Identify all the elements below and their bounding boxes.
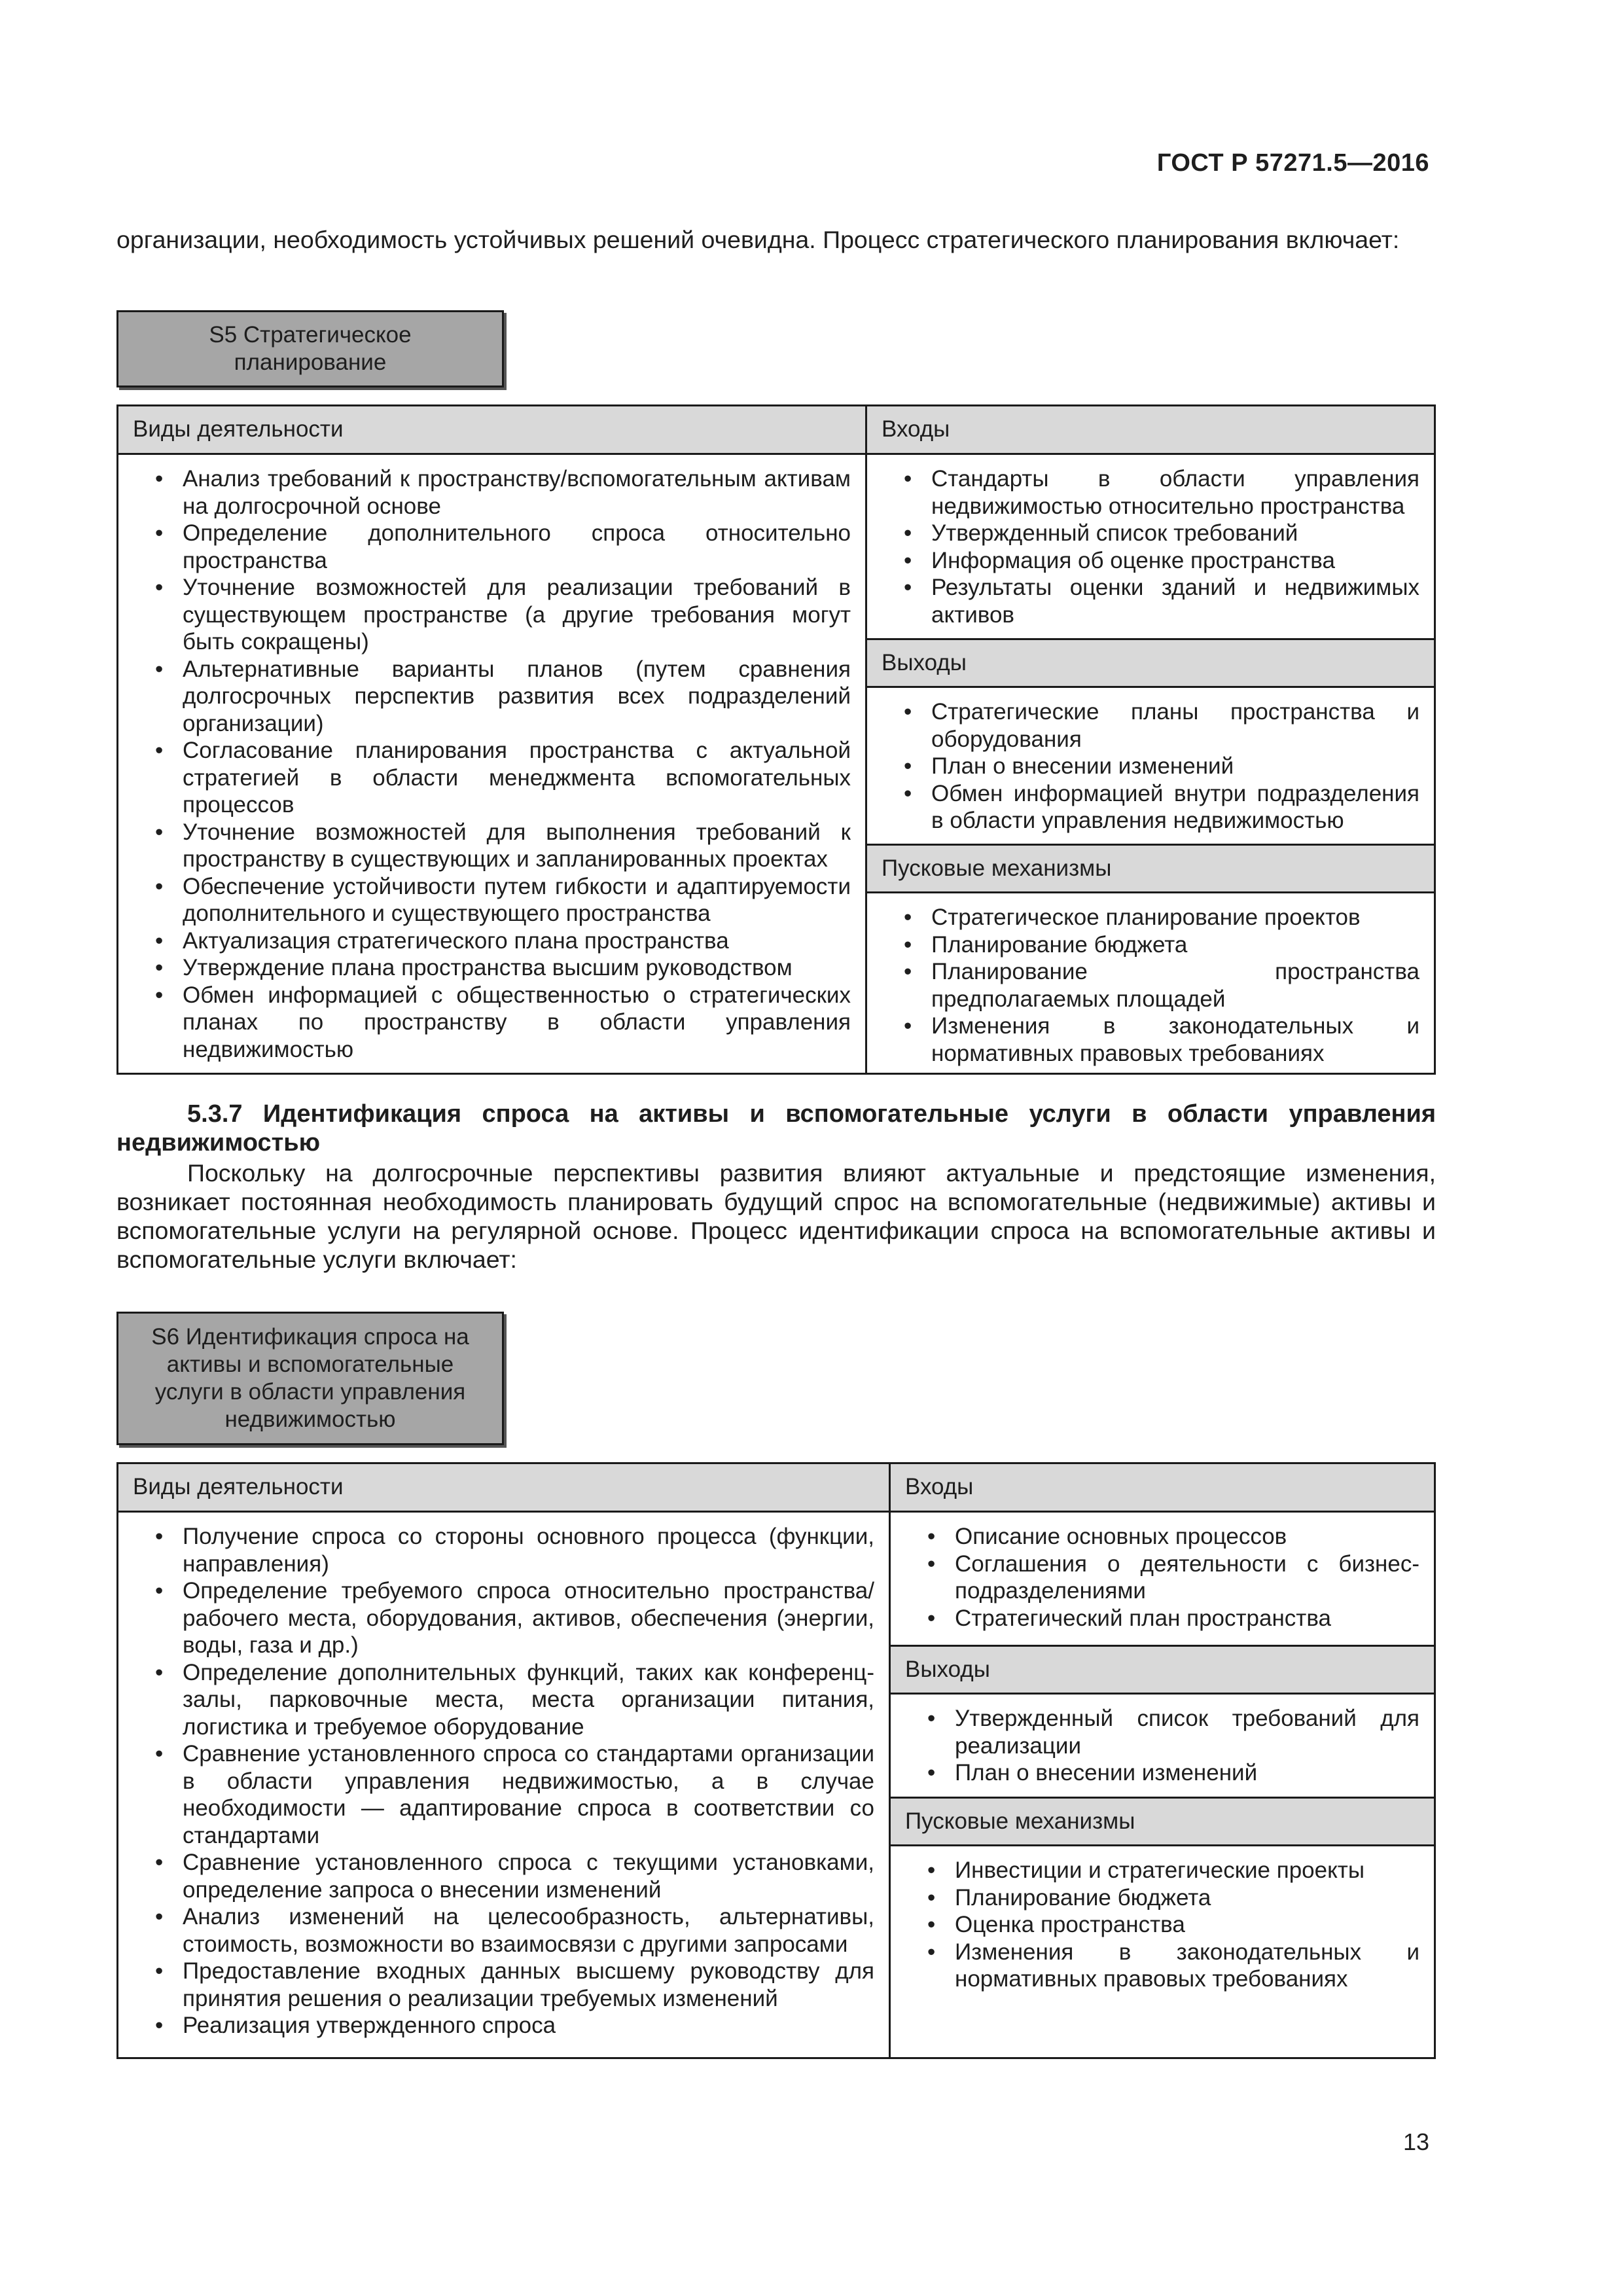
activities-column	[118, 1464, 891, 2057]
bullet-icon: •	[927, 1605, 936, 1631]
list-item	[867, 780, 1434, 834]
list-item	[867, 698, 1434, 753]
list-item	[867, 931, 1434, 959]
bullet-icon: •	[904, 520, 912, 546]
bullet-icon: •	[927, 1884, 936, 1910]
bullet-icon: •	[155, 1524, 164, 1549]
list-item	[891, 1523, 1434, 1551]
list-item	[118, 465, 865, 520]
bullet-icon: •	[904, 575, 912, 600]
outputs-header: Выходы	[867, 638, 1434, 688]
page-number: 13	[1402, 2128, 1429, 2155]
inputs-list	[867, 465, 1434, 628]
process-table-s5	[116, 404, 1436, 1075]
list-item-text: Результаты оценки зданий и недвижимых активов	[931, 575, 1419, 628]
inputs-list	[891, 1523, 1434, 1632]
list-item-text: Анализ требований к пространству/вспомогательным активам на долгосрочной основе	[183, 466, 851, 519]
bullet-icon: •	[904, 466, 912, 492]
bullet-icon: •	[155, 1904, 164, 1929]
bullet-icon: •	[904, 931, 912, 958]
list-item	[118, 927, 865, 955]
list-item	[118, 1958, 889, 2012]
list-item	[867, 465, 1434, 520]
list-item-text: Изменения в законодательных и нормативных правовых требованиях	[931, 1013, 1419, 1066]
list-item-text: Сравнение установленного спроса с текущими установками, определение запроса о внесении изменений	[183, 1850, 874, 1903]
list-item-text: Стратегические планы пространства и оборудования	[931, 699, 1419, 752]
bullet-icon: •	[155, 1741, 164, 1767]
process-label-s6: S6 Идентификация спроса на активы и вспомогательные услуги в области управления недвижимостью	[116, 1312, 504, 1445]
list-item	[891, 1939, 1434, 1993]
list-item	[891, 1857, 1434, 1884]
bullet-icon: •	[904, 1013, 912, 1039]
list-item	[118, 1740, 889, 1849]
list-item-text: Согласование планирования пространства с актуальной стратегией в области менеджмента вспомогательных процессов	[183, 738, 851, 817]
activities-list	[118, 1523, 889, 2039]
list-item-text: Актуализация стратегического плана пространства	[183, 927, 729, 954]
list-item-text: Утвержденный список требований для реализации	[955, 1706, 1419, 1759]
list-item	[867, 1013, 1434, 1067]
activities-list	[118, 465, 865, 1063]
list-item	[118, 574, 865, 656]
list-item-text: Реализация утвержденного спроса	[183, 2013, 556, 2038]
triggers-list	[867, 904, 1434, 1067]
bullet-icon: •	[155, 873, 164, 899]
list-item	[118, 737, 865, 819]
bullet-icon: •	[927, 1857, 936, 1883]
bullet-icon: •	[155, 2013, 164, 2038]
list-item	[867, 520, 1434, 547]
list-item	[118, 1659, 889, 1741]
list-item	[118, 982, 865, 1064]
list-item	[118, 1903, 889, 1958]
list-item	[891, 1759, 1434, 1787]
activities-column	[118, 406, 867, 1073]
list-item-text: Планирование бюджета	[955, 1884, 1211, 1910]
list-item-text: Утверждение плана пространства высшим руководством	[183, 955, 793, 980]
list-item	[891, 1551, 1434, 1605]
bullet-icon: •	[927, 1760, 936, 1785]
list-item	[118, 1523, 889, 1577]
outputs-list	[891, 1705, 1434, 1787]
list-item	[891, 1884, 1434, 1912]
process-label-s5: S5 Стратегическое планирование	[116, 310, 504, 387]
list-item-text: Сравнение установленного спроса со стандартами организации в области управления недвижимостью, а в случае необходимости — адаптирование спроса в соответствии со стандартами	[183, 1741, 874, 1848]
list-item-text: План о внесении изменений	[955, 1760, 1258, 1785]
list-item-text: План о внесении изменений	[931, 753, 1234, 779]
list-item-text: Утвержденный список требований	[931, 520, 1298, 546]
outputs-list	[867, 698, 1434, 834]
list-item-text: Анализ изменений на целесообразность, альтернативы, стоимость, возможности во взаимосвязи с другими запросами	[183, 1904, 874, 1957]
inputs-header: Входы	[867, 406, 1434, 455]
outputs-header: Выходы	[891, 1645, 1434, 1695]
list-item-text: Изменения в законодательных и нормативных правовых требованиях	[955, 1939, 1419, 1992]
section-heading: 5.3.7 Идентификация спроса на активы и вспомогательные услуги в области управления недвижимостью	[116, 1100, 1436, 1157]
bullet-icon: •	[155, 1578, 164, 1604]
bullet-icon: •	[155, 1850, 164, 1875]
bullet-icon: •	[155, 955, 164, 980]
list-item-text: Стратегическое планирование проектов	[931, 905, 1361, 930]
bullet-icon: •	[904, 547, 912, 573]
list-item	[118, 954, 865, 982]
io-column	[867, 406, 1434, 1073]
list-item-text: Стратегический план пространства	[955, 1605, 1331, 1631]
bullet-icon: •	[155, 575, 164, 600]
bullet-icon: •	[155, 982, 164, 1008]
list-item	[867, 753, 1434, 780]
list-item-text: Информация об оценке пространства	[931, 547, 1335, 573]
inputs-header: Входы	[891, 1464, 1434, 1513]
list-item-text: Планирование пространства предполагаемых площадей	[931, 959, 1419, 1012]
list-item	[891, 1605, 1434, 1632]
bullet-icon: •	[904, 753, 912, 779]
list-item-text: Обмен информацией с общественностью о стратегических планах по пространству в области управления недвижимостью	[183, 982, 851, 1062]
bullet-icon: •	[155, 738, 164, 763]
bullet-icon: •	[155, 1659, 164, 1685]
list-item-text: Обеспечение устойчивости путем гибкости и адаптируемости дополнительного и существующего пространства	[183, 873, 851, 926]
bullet-icon: •	[904, 959, 912, 984]
bullet-icon: •	[155, 1958, 164, 1984]
bullet-icon: •	[927, 1939, 936, 1965]
list-item	[118, 1577, 889, 1659]
list-item	[891, 1911, 1434, 1939]
list-item	[118, 819, 865, 873]
bullet-icon: •	[927, 1912, 936, 1937]
list-item-text: Определение дополнительного спроса относительно пространства	[183, 520, 851, 573]
bullet-icon: •	[904, 699, 912, 725]
list-item-text: Уточнение возможностей для реализации требований в существующем пространстве (а другие требования могут быть сокращены)	[183, 575, 851, 655]
list-item-text: Уточнение возможностей для выполнения требований к пространству в существующих и запланированных проектах	[183, 819, 851, 872]
intro-paragraph: организации, необходимость устойчивых решений очевидна. Процесс стратегического планирования включает:	[116, 226, 1400, 253]
list-item-text: Описание основных процессов	[955, 1524, 1287, 1549]
list-item-text: Альтернативные варианты планов (путем сравнения долгосрочных перспектив развития всех подразделений организации)	[183, 656, 851, 736]
list-item	[867, 547, 1434, 575]
list-item-text: Определение дополнительных функций, таких как конференц-залы, парковочные места, места организации питания, логистика и требуемое оборудование	[183, 1659, 874, 1740]
list-item-text: Соглашения о деятельности с бизнес-подразделениями	[955, 1551, 1419, 1604]
list-item	[867, 574, 1434, 628]
document-code: ГОСТ Р 57271.5—2016	[1156, 149, 1429, 177]
list-item	[118, 873, 865, 927]
bullet-icon: •	[927, 1524, 936, 1549]
list-item	[891, 1705, 1434, 1759]
activities-header: Виды деятельности	[118, 1464, 889, 1513]
bullet-icon: •	[927, 1551, 936, 1577]
io-column	[891, 1464, 1434, 2057]
bullet-icon: •	[155, 819, 164, 845]
list-item-text: Инвестиции и стратегические проекты	[955, 1857, 1364, 1883]
list-item	[118, 2012, 889, 2039]
bullet-icon: •	[155, 520, 164, 546]
list-item	[118, 520, 865, 574]
list-item-text: Предоставление входных данных высшему руководству для принятия решения о реализации требуемых изменений	[183, 1958, 874, 2011]
triggers-list	[891, 1857, 1434, 1993]
list-item-text: Получение спроса со стороны основного процесса (функции, направления)	[183, 1524, 874, 1577]
bullet-icon: •	[155, 927, 164, 954]
triggers-header: Пусковые механизмы	[867, 844, 1434, 893]
bullet-icon: •	[155, 656, 164, 682]
list-item	[867, 904, 1434, 931]
bullet-icon: •	[927, 1706, 936, 1731]
list-item	[867, 958, 1434, 1013]
process-table-s6	[116, 1462, 1436, 2059]
bullet-icon: •	[904, 780, 912, 806]
bullet-icon: •	[904, 905, 912, 930]
list-item-text: Планирование бюджета	[931, 931, 1188, 958]
activities-header: Виды деятельности	[118, 406, 865, 455]
list-item-text: Стандарты в области управления недвижимостью относительно пространства	[931, 466, 1419, 519]
list-item	[118, 1849, 889, 1903]
bullet-icon: •	[155, 466, 164, 492]
list-item-text: Оценка пространства	[955, 1912, 1185, 1937]
list-item-text: Определение требуемого спроса относительно пространства/рабочего места, оборудования, активов, обеспечения (энергии, воды, газа и др.)	[183, 1578, 874, 1658]
list-item-text: Обмен информацией внутри подразделения в области управления недвижимостью	[931, 780, 1419, 833]
list-item	[118, 656, 865, 738]
triggers-header: Пусковые механизмы	[891, 1797, 1434, 1846]
section-paragraph: Поскольку на долгосрочные перспективы развития влияют актуальные и предстоящие изменения, возникает постоянная необходимость планировать будущий спрос на вспомогательные (недвижимые) активы и вспомогательные услуги на регулярной основе. Процесс идентификации спроса на вспомогательные активы и вспомогательные услуги включает:	[116, 1159, 1436, 1273]
